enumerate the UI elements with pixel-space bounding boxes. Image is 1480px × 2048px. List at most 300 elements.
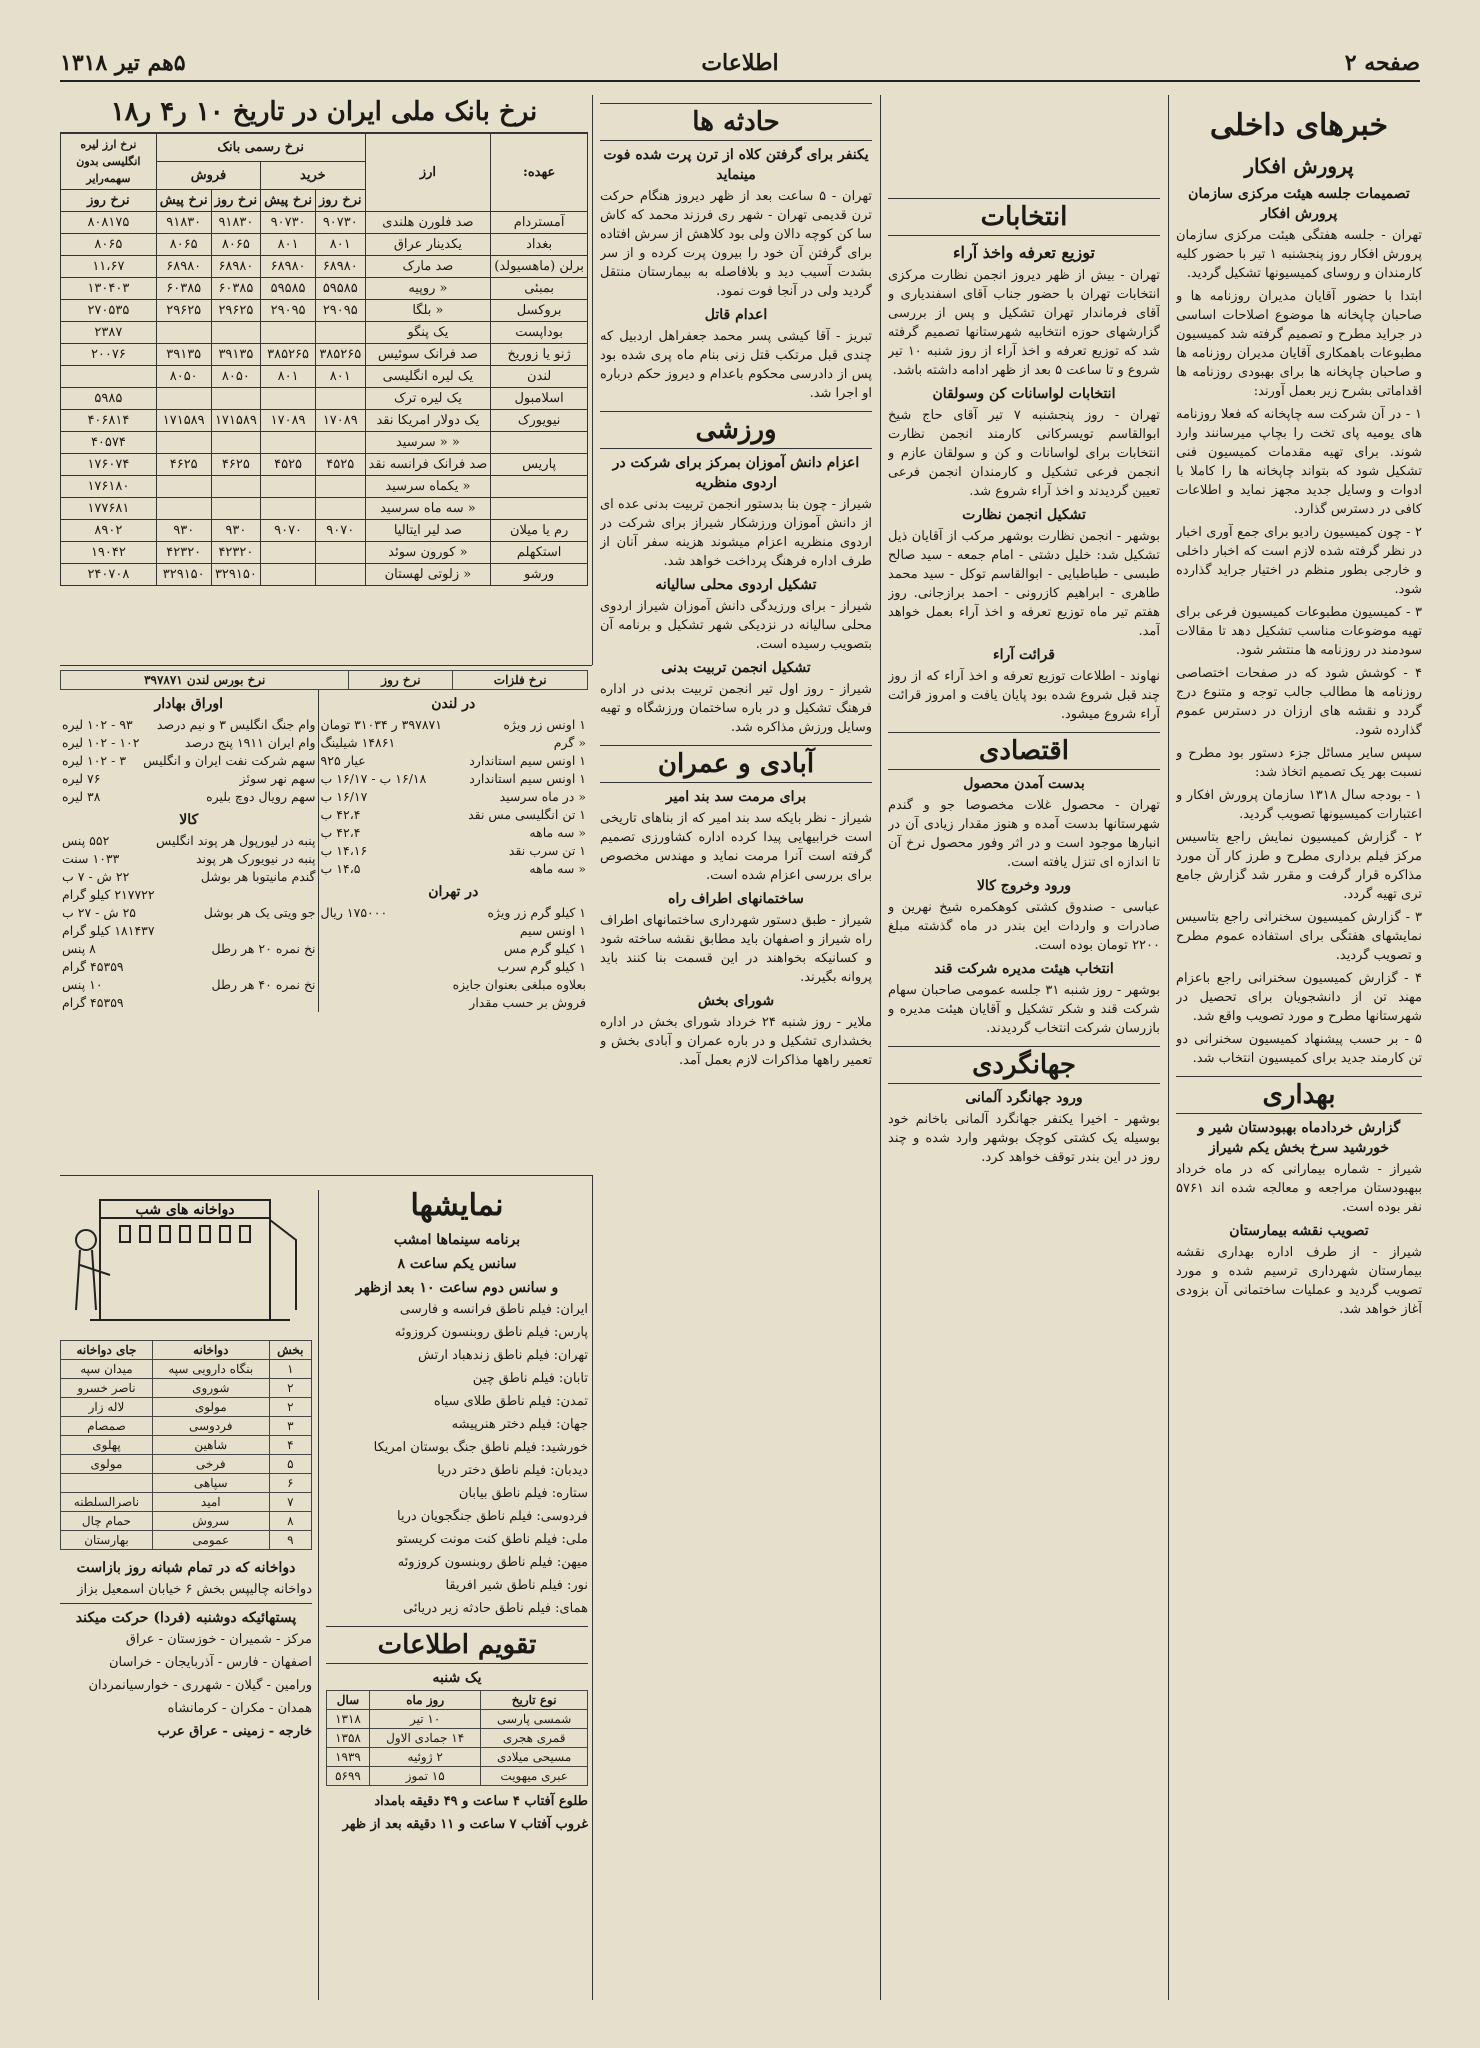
- rate-row: [61, 256, 588, 278]
- rate-row: [61, 344, 588, 366]
- rate-buy-prev: ۸۰۱: [261, 366, 316, 388]
- article-title: برای مرمت سد بند امیر: [665, 789, 807, 805]
- paragraph: ۲ - چون کمیسیون رادیو برای جمع آوری اخبار در نظر گرفته شده لازم است که اخبار داخلی و خارجی بطور منظم در اختیار جراید گذارده شود.: [1176, 525, 1422, 597]
- rate-reference: ۸۰۸۱۷۵: [61, 212, 157, 234]
- rate-buy-spot: [316, 542, 366, 564]
- rate-buy-prev: [261, 388, 316, 410]
- mail-line: همدان - مکران - کرمانشاه: [167, 1701, 312, 1716]
- item-label: سهم نهر سوئز: [239, 771, 316, 786]
- pharmacy-row: [61, 1379, 312, 1398]
- item-label: ۱ اونس زر ویژه: [503, 717, 586, 732]
- item-value: ۲۱۷۷۲۲ کیلو گرام: [62, 887, 155, 902]
- article-title: انتخابات لواسانات کن وسولقان: [932, 386, 1116, 402]
- exchange-rates-box: [60, 92, 588, 662]
- article-title: ورود جهانگرد آلمانی: [965, 1090, 1083, 1106]
- article-title: یکنفر برای گرفتن کلاه از ترن پرت شده فوت مینماید: [603, 147, 869, 183]
- pharmacy-cell: پهلوی: [61, 1436, 153, 1455]
- item-label: پنبه در نیویورک هر پوند: [195, 851, 316, 866]
- rate-sell-spot: [211, 476, 261, 498]
- item-label: ۱ اونس سیم استاندارد: [469, 753, 586, 768]
- rate-sell-spot: ۱۷۱۵۸۹: [211, 410, 261, 432]
- price-row: [60, 752, 318, 770]
- item-label: بعلاوه مبلغی بعنوان جایزه: [452, 977, 586, 992]
- calendar-table: [326, 1690, 588, 1786]
- item-value: ۱۶/۱۸ ب - ۱۶/۱۷ ب: [320, 771, 427, 786]
- rate-currency: یکدینار عراق: [365, 234, 491, 256]
- col-header-spot: نرخ روز: [61, 190, 157, 212]
- price-row: [319, 860, 588, 878]
- section-title: خبرهای داخلی: [1209, 108, 1389, 143]
- calendar-cell: ۱۴ جمادی الاول: [369, 1729, 480, 1748]
- item-value: ۱۴،۱۶ ب: [320, 843, 368, 858]
- rate-place: نیویورک: [491, 410, 588, 432]
- pharmacy-row: [61, 1398, 312, 1417]
- pharmacy-row: [61, 1512, 312, 1531]
- rates-banner: نرخ بانک ملی ایران در تاریخ ۱۰ ر۴ ر۱۸: [60, 92, 588, 133]
- item-value: ۲۵ ش - ۲۷ ب: [62, 905, 137, 920]
- metals-heading: نرخ فلزات: [453, 671, 588, 690]
- item-label: ۱ تن سرب نقد: [508, 843, 586, 858]
- item-label: گندم مانیتوبا هر بوشل: [200, 869, 316, 884]
- rate-place: بروکسل: [491, 300, 588, 322]
- rate-buy-spot: ۳۸۵۲۶۵: [316, 344, 366, 366]
- london-rows: [319, 716, 588, 878]
- pharmacy-cell: صمصام: [61, 1417, 153, 1436]
- calendar-row: [327, 1710, 588, 1729]
- pharmacy-cell: سپاهی: [152, 1474, 269, 1493]
- item-value: ۱۰۳۳ سنت: [62, 851, 120, 866]
- calendar-cell: شمسی پارسی: [481, 1710, 588, 1729]
- rate-buy-prev: ۱۷۰۸۹: [261, 410, 316, 432]
- item-label: وام ایران ۱۹۱۱ پنج درصد: [184, 735, 316, 750]
- paragraph: شیراز - طبق دستور شهرداری ساختمانهای اطراف راه شیراز و اصفهان باید مطابق نقشه ساخته شود و کسانیکه بخواهند در این قسمت بنا کنند باید پروانه بگیرند.: [600, 913, 872, 985]
- rate-currency: یک لیره انگلیسی: [365, 366, 491, 388]
- price-row: [60, 940, 318, 958]
- item-value: ۱۶/۱۷ ب: [320, 789, 368, 804]
- paragraph: ملایر - روز شنبه ۲۴ خرداد شورای بخش در اداره بخشداری تشکیل و در باره عمران و آبادی بخش و تعمیر راهها مذاکرات لازم بعمل آمد.: [600, 1015, 872, 1068]
- issue-date: ۵هم تیر ۱۳۱۸: [60, 50, 186, 76]
- rate-sell-prev: ۳۹۱۳۵: [156, 344, 211, 366]
- price-row: [319, 806, 588, 824]
- cinema-listing: میهن: فیلم ناطق روبنسون کروزوئه: [397, 1555, 588, 1570]
- col-header-spot: نرخ روز: [316, 190, 366, 212]
- pharmacy-note: دواخانه که در تمام شبانه روز بازاست: [76, 1560, 296, 1576]
- article-title: انتخاب هیئت مدیره شرکت قند: [934, 961, 1114, 977]
- rate-buy-spot: ۱۷۰۸۹: [316, 410, 366, 432]
- item-value: ۷۶ لیره: [62, 771, 101, 786]
- rate-currency: « « سرسید: [365, 432, 491, 454]
- calendar-heading: تقویم اطلاعات: [326, 1626, 588, 1664]
- goods-rows: [60, 832, 318, 1012]
- column-rule: [592, 95, 593, 665]
- price-row: [60, 850, 318, 868]
- rate-place: آمستردام: [491, 212, 588, 234]
- securities-list: [60, 690, 318, 1012]
- exchange-rates-table: [60, 133, 588, 586]
- price-row: [60, 994, 318, 1012]
- article-title: اعدام قاتل: [704, 307, 768, 323]
- rate-place: بغداد: [491, 234, 588, 256]
- pharmacy-cell: ۴: [269, 1436, 311, 1455]
- rate-reference: ۸۰۶۵: [61, 234, 157, 256]
- section-title: اقتصادی: [888, 732, 1160, 770]
- pharmacy-cell: ۲: [269, 1379, 311, 1398]
- price-row: [60, 886, 318, 904]
- section-title: حادثه ها: [600, 103, 872, 141]
- rate-sell-spot: ۳۹۱۳۵: [211, 344, 261, 366]
- rate-buy-prev: ۵۹۵۸۵: [261, 278, 316, 300]
- price-row: [60, 868, 318, 886]
- london-heading: در لندن: [431, 696, 476, 712]
- rate-reference: ۲۷۰۵۳۵: [61, 300, 157, 322]
- price-row: [319, 940, 588, 958]
- rate-reference: ۲۰۰۷۶: [61, 344, 157, 366]
- paragraph: تهران - روز پنجشنبه ۷ تیر آقای حاج شیخ ابوالقاسم تویسرکانی کارمند انجمن نظارت انتخابات برای لواسانات و کن و سولقان عازم و انجمن فرعی تشکیل و کارمندان انجمن فرعی تعیین گردیدند و اخذ آراء شروع شد.: [888, 408, 1160, 499]
- rate-currency: صد لیر ایتالیا: [365, 520, 491, 542]
- rate-place: رم یا میلان: [491, 520, 588, 542]
- rate-sell-prev: [156, 432, 211, 454]
- section-title: جهانگردی: [888, 1046, 1160, 1084]
- item-value: ۳۹۷۸۷۱ ر ۳۱۰۳۴ تومان: [320, 717, 442, 732]
- cinema-subheading: سانس یکم ساعت ۸: [397, 1256, 517, 1272]
- calendar-cell: ۱۹۳۹: [327, 1748, 370, 1767]
- paragraph: ۱ - بودجه سال ۱۳۱۸ سازمان پرورش افکار و اعتبارات کمیسیونها تصویب گردید.: [1176, 788, 1422, 822]
- paragraph: ۳ - گزارش کمیسیون سخنرانی راجع بتاسیس نمایشهای هفتگی برای استفاده عموم مطرح و تصویب گردید.: [1176, 910, 1422, 963]
- rate-currency: یک پنگو: [365, 322, 491, 344]
- pharmacy-row: [61, 1474, 312, 1493]
- rate-buy-prev: [261, 476, 316, 498]
- rate-place: استکهلم: [491, 542, 588, 564]
- pharmacy-cell: ۶: [269, 1474, 311, 1493]
- metals-box: [60, 670, 588, 1170]
- rate-place: اسلامبول: [491, 388, 588, 410]
- rates-body: [61, 212, 588, 586]
- article-title: اعزام دانش آموزان بمرکز برای شرکت در اردوی منظریه: [612, 455, 860, 491]
- item-label: « در ماه سرسید: [499, 789, 586, 804]
- rate-buy-prev: [261, 542, 316, 564]
- rate-row: [61, 278, 588, 300]
- item-value: ۱۸۱۴۳۷ کیلو گرام: [62, 923, 155, 938]
- pharmacy-cell: امید: [152, 1493, 269, 1512]
- pharmacy-cell: فرخی: [152, 1455, 269, 1474]
- item-value: ۸ پنس: [62, 941, 96, 956]
- rate-currency: صد فرانک فرانسه نقد: [365, 454, 491, 476]
- rate-currency: صد فرانک سوئیس: [365, 344, 491, 366]
- pharmacy-note-detail: دواخانه چالیپس بخش ۶ خیابان اسمعیل بزاز: [77, 1582, 312, 1597]
- pharmacy-cell: شاهین: [152, 1436, 269, 1455]
- item-value: ۱۰ پنس: [62, 977, 103, 992]
- rate-sell-spot: ۲۹۶۲۵: [211, 300, 261, 322]
- article-title: قرائت آراء: [993, 647, 1055, 663]
- calendar-row: [327, 1767, 588, 1786]
- article-title: بدست آمدن محصول: [963, 776, 1085, 792]
- rate-sell-prev: ۶۸۹۸۰: [156, 256, 211, 278]
- pharmacy-cell: مولوی: [152, 1398, 269, 1417]
- rate-currency: « کورون سوئد: [365, 542, 491, 564]
- pharmacy-cell: ۱: [269, 1360, 311, 1379]
- price-row: [60, 976, 318, 994]
- item-label: پنبه در لیورپول هر پوند انگلیس: [156, 833, 316, 848]
- rate-sell-spot: [211, 498, 261, 520]
- paragraph: بوشهر - انجمن نظارت بوشهر مرکب از آقایان ذیل تشکیل شد: خلیل دشتی - امام جمعه - سید صالح طبسی - طباطبایی - ابوالقاسم توکل - سید محمد طاهری - ابراهیم کازرونی - احمد برازجانی. روز هفتم تیر ماه توزیع تعرفه و اخذ آراء بعمل خواهد آمد.: [888, 529, 1160, 639]
- section-title: انتخابات: [888, 198, 1160, 236]
- item-value: ۱۴۸۶۱ شیلینگ: [320, 735, 396, 750]
- rate-sell-spot: ۶۰۳۸۵: [211, 278, 261, 300]
- rate-buy-prev: [261, 498, 316, 520]
- col-header-district: بخش: [269, 1341, 311, 1360]
- rate-row: [61, 366, 588, 388]
- pharmacy-table: [60, 1340, 312, 1550]
- rate-sell-spot: ۴۶۲۵: [211, 454, 261, 476]
- pharmacy-cell: مولوی: [61, 1455, 153, 1474]
- paragraph: تهران - جلسه هفتگی هیئت مرکزی سازمان پرورش افکار روز پنجشنبه ۱ تیر با حضور کلیه کارمندان و روسای کمیسیونها تشکیل گردید.: [1176, 228, 1422, 281]
- rate-buy-spot: ۶۸۹۸۰: [316, 256, 366, 278]
- pharmacy-cell: ۹: [269, 1531, 311, 1550]
- cinema-subheading: برنامه سینماها امشب: [393, 1232, 521, 1248]
- pharmacy-sign: دواخانه های شب: [135, 1202, 235, 1218]
- cinema-box: [326, 1180, 588, 2000]
- paragraph: ابتدا با حضور آقایان مدیران روزنامه ها و صاحبان چاپخانه ها موضوع اصلاحات اساسی در جراید مطرح و تصمیم گرفته شد کمیسیون مطبوعات باهمکاری آقایان مدیران روزنامه ها و صاحبان چاپخانه ها برای بهبودی روزنامه ها اقداماتی بشرح زیر بعمل آورند:: [1176, 289, 1422, 399]
- pharmacy-cell: عمومی: [152, 1531, 269, 1550]
- item-label: « سه ماهه: [529, 825, 586, 840]
- rate-buy-spot: [316, 388, 366, 410]
- mail-abroad: خارجه - زمینی - عراق عرب: [157, 1724, 312, 1739]
- pharmacy-illustration: [60, 1180, 312, 1330]
- rate-reference: ۸۹۰۲: [61, 520, 157, 542]
- calendar-body: [327, 1710, 588, 1786]
- col-header-official: نرخ رسمی بانک: [156, 134, 365, 162]
- mail-heading: پستهائیکه دوشنبه (فردا) حرکت میکند: [60, 1603, 312, 1628]
- price-row: [60, 734, 318, 752]
- cinema-list: [326, 1300, 588, 1618]
- article-title: تشکیل انجمن نظارت: [962, 507, 1086, 523]
- pharmacy-cell: فردوسی: [152, 1417, 269, 1436]
- rate-currency: یک دولار امریکا نقد: [365, 410, 491, 432]
- rate-buy-spot: ۲۹۰۹۵: [316, 300, 366, 322]
- rate-buy-spot: [316, 476, 366, 498]
- page-number: صفحه ۲: [1344, 50, 1420, 76]
- rate-row: [61, 300, 588, 322]
- mail-line: مرکز - شمیران - خوزستان - عراق: [125, 1632, 312, 1647]
- column-rule: [318, 1190, 319, 2000]
- price-row: [60, 716, 318, 734]
- price-row: [60, 904, 318, 922]
- pharmacy-cell: سروش: [152, 1512, 269, 1531]
- calendar-cell: ۱۰ تیر: [369, 1710, 480, 1729]
- item-label: نخ نمره ۲۰ هر رطل: [211, 941, 316, 956]
- item-label: ۱ کیلو گرم زر ویژه: [487, 905, 586, 920]
- pharmacy-box: [60, 1180, 312, 2000]
- rate-reference: ۱۱،۶۷: [61, 256, 157, 278]
- rate-buy-prev: ۳۸۵۲۶۵: [261, 344, 316, 366]
- rate-reference: ۱۷۶۱۸۰: [61, 476, 157, 498]
- paragraph: ۴ - کوشش شود که در صفحات اختصاصی روزنامه ها مطالب جالب توجه و متنوع درج گردد و نقشه های ارزان در دسترس عموم گذارده شود.: [1176, 666, 1422, 738]
- rate-buy-spot: [316, 498, 366, 520]
- col-header-place: عهده:: [491, 134, 588, 212]
- rate-sell-prev: ۶۰۳۸۵: [156, 278, 211, 300]
- item-value: ۳۸ لیره: [62, 789, 101, 804]
- pharmacy-cell: [61, 1474, 153, 1493]
- price-row: [60, 958, 318, 976]
- rate-reference: [61, 366, 157, 388]
- rate-currency: یک لیره ترک: [365, 388, 491, 410]
- mail-line: ورامین - گیلان - شهرری - خوارسیانمردان: [88, 1678, 312, 1693]
- paragraph: ۲ - گزارش کمیسیون نمایش راجع بتاسیس مرکز فیلم برداری مطرح و طرز کار آن مورد مذاکره قرار گرفت و مقرر شد گزارش جامع تری تهیه گردد.: [1176, 830, 1422, 902]
- price-row: [319, 904, 588, 922]
- calendar-cell: ۱۳۱۸: [327, 1710, 370, 1729]
- elections-column: [888, 190, 1160, 2000]
- item-value: ۱۷۵۰۰۰ ریال: [320, 905, 388, 920]
- rate-reference: ۴۰۶۸۱۴: [61, 410, 157, 432]
- rate-place: برلن (ماهسیولد): [491, 256, 588, 278]
- col-header-prev: نرخ پیش: [261, 190, 316, 212]
- cinema-listing: پارس: فیلم ناطق روبنسون کروزوئه: [394, 1325, 588, 1340]
- col-header-year: سال: [327, 1691, 370, 1710]
- price-row: [319, 976, 588, 994]
- pharmacy-cell: لاله زار: [61, 1398, 153, 1417]
- rate-row: [61, 234, 588, 256]
- rate-buy-prev: ۹۰۷۰: [261, 520, 316, 542]
- paragraph: تبریز - آقا کیشی پسر محمد جعفراهل اردبیل که چندی قبل مرتکب قتل زنی بنام ماه پری شده بود پس از دادرسی محکوم باعدام و دیروز حکم درباره او اجرا شد.: [600, 329, 872, 401]
- price-row: [319, 922, 588, 940]
- mail-line: اصفهان - فارس - آذربایجان - خراسان: [108, 1655, 312, 1670]
- item-value: عیار ۹۲۵: [320, 753, 366, 768]
- price-row: [60, 922, 318, 940]
- cinema-listing: ایران: فیلم ناطق فرانسه و فارسی: [399, 1302, 588, 1317]
- pharmacy-cell: ۸: [269, 1512, 311, 1531]
- rate-place: بوداپست: [491, 322, 588, 344]
- calendar-cell: ۱۵ تموز: [369, 1767, 480, 1786]
- pharmacy-row: [61, 1360, 312, 1379]
- paragraph: بوشهر - اخیرا یکنفر جهانگرد آلمانی باخانم خود بوسیله یک کشتی کوچک بوشهر وارد شده و چند روز در این بندر توقف خواهد کرد.: [888, 1112, 1160, 1165]
- rate-reference: ۲۴۰۷۰۸: [61, 564, 157, 586]
- paragraph: عباسی - صندوق کشتی کوهکمره شیخ نهرین و صادرات و واردات این بندر در ماه گذشته مبلغ ۲۲۰۰ تومان بوده است.: [888, 900, 1160, 953]
- rate-buy-prev: ۴۵۲۵: [261, 454, 316, 476]
- rate-place: لندن: [491, 366, 588, 388]
- rate-sell-prev: ۹۱۸۳۰: [156, 212, 211, 234]
- rate-place: ژنو یا زوریخ: [491, 344, 588, 366]
- calendar-row: [327, 1748, 588, 1767]
- rate-sell-spot: [211, 388, 261, 410]
- article-title: ورود وخروج کالا: [976, 878, 1072, 894]
- rate-sell-prev: [156, 388, 211, 410]
- cinema-listing: ملی: فیلم ناطق کنت مونت کریستو: [396, 1532, 588, 1547]
- paragraph: نهاوند - اطلاعات توزیع تعرفه و اخذ آراء که از روز چند قبل شروع شده بود پایان یافت و امروز قرائت آراء شروع میشود.: [888, 669, 1160, 722]
- rate-row: [61, 520, 588, 542]
- day-rate-heading: نرخ روز: [349, 671, 453, 690]
- rate-buy-spot: ۹۰۷۰: [316, 520, 366, 542]
- article-title: گزارش خردادماه بهبودستان شیر و خورشید سرخ بخش یکم شیراز: [1197, 1120, 1401, 1156]
- rate-buy-spot: ۵۹۵۸۵: [316, 278, 366, 300]
- price-row: [319, 752, 588, 770]
- paragraph: شیراز - نظر بایکه سد بند امیر که از بناهای تاریخی است خرابیهایی پیدا کرده اداره کشاورزی تصمیم گرفته است آنرا مرمت نماید و مهندس مخصوص برای بررسی اعزام شده است.: [600, 811, 872, 883]
- rate-buy-prev: [261, 564, 316, 586]
- rate-sell-spot: [211, 432, 261, 454]
- rate-buy-spot: ۹۰۷۳۰: [316, 212, 366, 234]
- col-header-date-type: نوع تاریخ: [481, 1691, 588, 1710]
- rate-place: [491, 498, 588, 520]
- price-row: [319, 734, 588, 752]
- rate-currency: « بلگا: [365, 300, 491, 322]
- pharmacy-row: [61, 1493, 312, 1512]
- london-rate-heading: نرخ بورس لندن ۳۹۷۸۷۱: [61, 671, 349, 690]
- col-header-prev: نرخ پیش: [156, 190, 211, 212]
- rate-currency: « یکماه سرسید: [365, 476, 491, 498]
- rate-row: [61, 476, 588, 498]
- securities-rows: [60, 716, 318, 806]
- item-value: ۳ - ۱۰۲ لیره: [62, 753, 127, 768]
- masthead: [60, 50, 1420, 82]
- article-title: تصویب نقشه بیمارستان: [1229, 1223, 1369, 1239]
- item-label: وام جنگ انگلیس ۳ و نیم درصد: [156, 717, 316, 732]
- rate-sell-spot: ۸۰۶۵: [211, 234, 261, 256]
- cinema-listing: همای: فیلم ناطق حادثه زیر دریائی: [403, 1601, 588, 1616]
- rate-currency: « زلوتی لهستان: [365, 564, 491, 586]
- cinema-listing: تهران: فیلم ناطق زندهباد ارتش: [417, 1348, 588, 1363]
- rate-sell-spot: ۳۲۹۱۵۰: [211, 564, 261, 586]
- calendar-weekday: یک شنبه: [432, 1670, 482, 1686]
- item-value: ۴۵۳۵۹ گرام: [62, 959, 124, 974]
- price-row: [60, 832, 318, 850]
- securities-heading: اوراق بهادار: [154, 696, 224, 712]
- rate-buy-prev: ۲۹۰۹۵: [261, 300, 316, 322]
- price-row: [319, 994, 588, 1012]
- rate-buy-prev: ۸۰۱: [261, 234, 316, 256]
- rate-buy-spot: ۸۰۱: [316, 366, 366, 388]
- rate-place: پاریس: [491, 454, 588, 476]
- pharmacy-cell: بهارستان: [61, 1531, 153, 1550]
- pharmacy-cell: بنگاه دارویی سپه: [152, 1360, 269, 1379]
- goods-heading: کالا: [179, 812, 199, 828]
- column-rule: [1168, 95, 1169, 2000]
- article-subtitle: تصمیمات جلسه هیئت مرکزی سازمان پرورش افکار: [1188, 186, 1410, 222]
- pharmacy-row: [61, 1531, 312, 1550]
- item-value: ۵۵۲ پنس: [62, 833, 110, 848]
- paragraph: شیراز - شماره بیمارانی که در ماه خرداد ببهبودستان مراجعه و معالجه شده اند ۵۷۶۱ نفر بوده است.: [1176, 1162, 1422, 1215]
- cinema-heading: نمایشها: [410, 1188, 504, 1223]
- cinema-listing: دیدبان: فیلم ناطق دختر دریا: [437, 1463, 588, 1478]
- item-label: ۱ کیلو گرم مس: [503, 941, 586, 956]
- pharmacy-cell: ناصر خسرو: [61, 1379, 153, 1398]
- metals-header-table: [60, 670, 588, 690]
- incidents-column: [600, 95, 872, 2000]
- calendar-row: [327, 1729, 588, 1748]
- rate-buy-spot: [316, 432, 366, 454]
- rate-buy-spot: [316, 564, 366, 586]
- rate-reference: ۱۷۶۰۷۴: [61, 454, 157, 476]
- calendar-cell: ۲ ژوئیه: [369, 1748, 480, 1767]
- rate-sell-spot: ۴۲۳۲۰: [211, 542, 261, 564]
- price-row: [319, 824, 588, 842]
- pharmacy-cell: ۲: [269, 1398, 311, 1417]
- tehran-heading: در تهران: [428, 884, 479, 900]
- item-label: نخ نمره ۴۰ هر رطل: [211, 977, 316, 992]
- rate-row: [61, 432, 588, 454]
- column-rule: [592, 1175, 593, 2000]
- pharmacy-cell: میدان سپه: [61, 1360, 153, 1379]
- item-value: ۱۴،۵ ب: [320, 861, 361, 876]
- rate-sell-prev: ۸۰۶۵: [156, 234, 211, 256]
- rate-sell-prev: [156, 322, 211, 344]
- section-title: ورزشی: [600, 411, 872, 449]
- rate-currency: « روپیه: [365, 278, 491, 300]
- paragraph: تهران - ۵ ساعت بعد از ظهر دیروز هنگام حرکت ترن قدیمی تهران - شهر ری فرزند محمد که کاش سا کن کوچه دالان ولی بود کلاهش از سرش افتاده برای گرفتن آن خود را بیرون پرت کرده و از سر بشدت آسیب دید و بلافاصله به بیمارستان منتقل گردید ولی در آنجا فوت نمود.: [600, 189, 872, 299]
- item-value: ۱۰۲ - ۱۰۲ لیره: [62, 735, 140, 750]
- rate-row: [61, 410, 588, 432]
- rate-sell-prev: ۳۲۹۱۵۰: [156, 564, 211, 586]
- calendar-cell: عبری میهویت: [481, 1767, 588, 1786]
- rate-sell-prev: ۲۹۶۲۵: [156, 300, 211, 322]
